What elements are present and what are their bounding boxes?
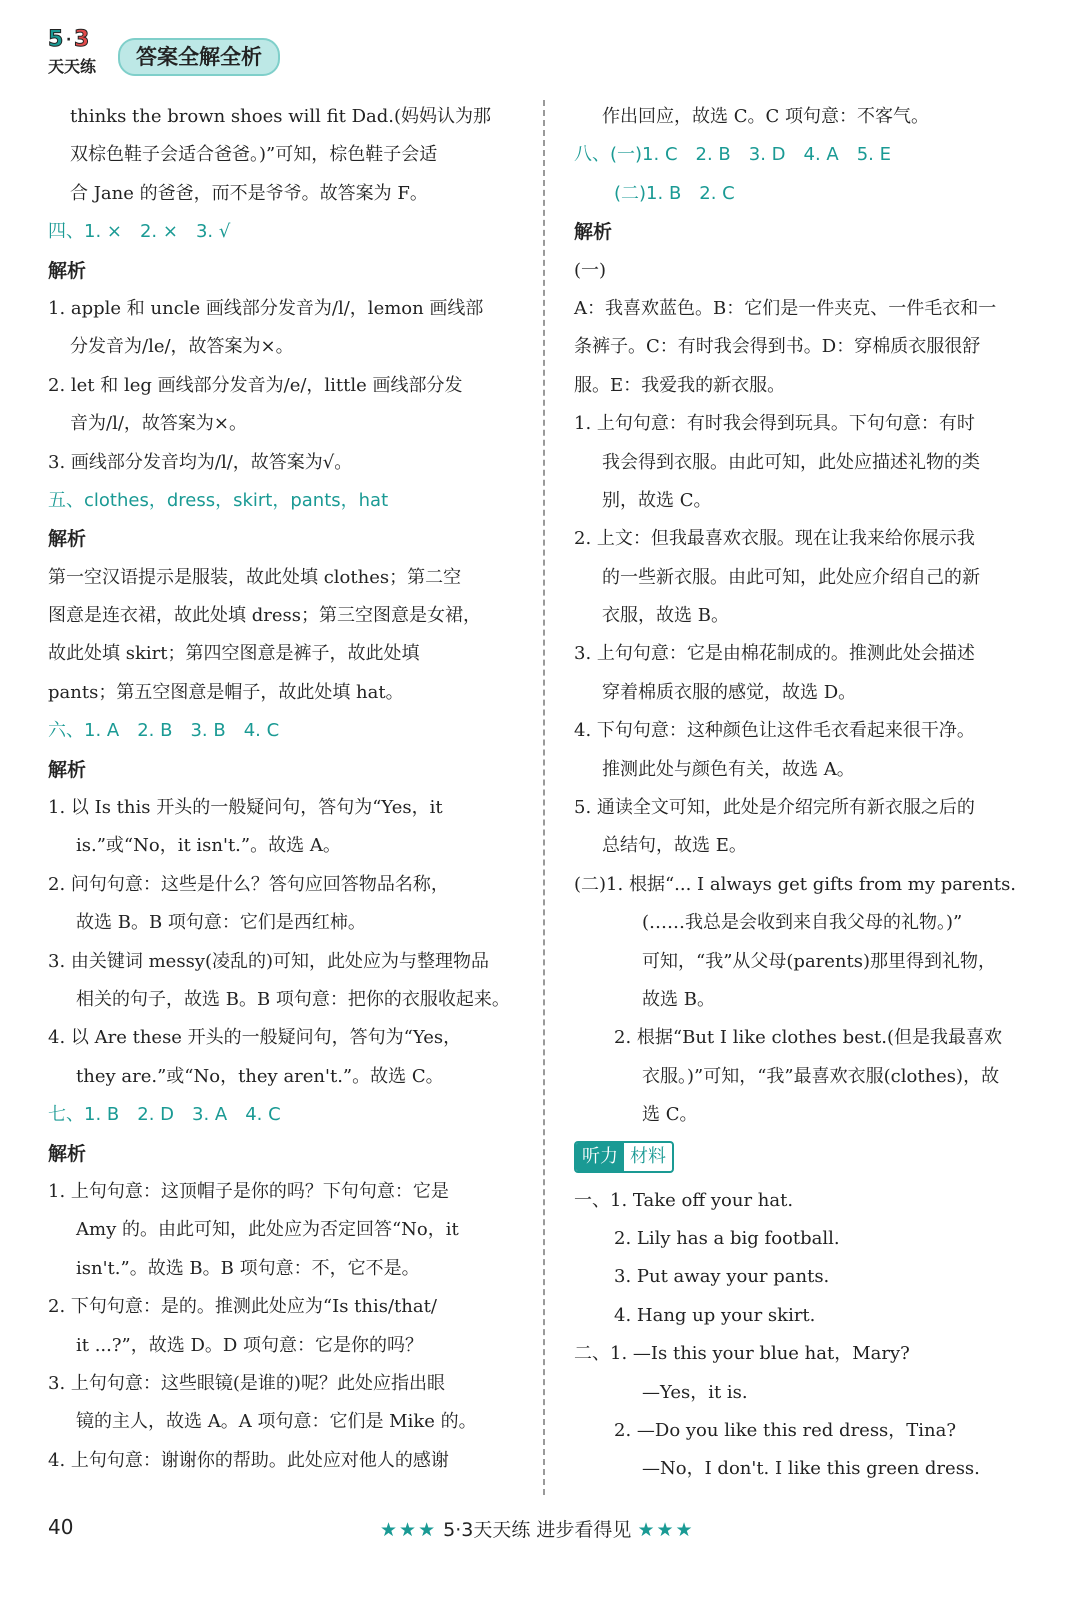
- text-line: 第一空汉语提示是服装，故此处填 clothes；第二空: [48, 566, 462, 588]
- text-line: A：我喜欢蓝色。B：它们是一件夹克、一件毛衣和一: [574, 297, 997, 319]
- text-line: 可知，“我”从父母(parents)那里得到礼物，: [642, 950, 997, 972]
- page-number: 40: [48, 1515, 74, 1539]
- star-decoration-icon: ★★★: [380, 1519, 438, 1541]
- answer-line: 八、(一)1. C 2. B 3. D 4. A 5. E: [574, 144, 891, 166]
- text-line: 相关的句子，故选 B。B 项句意：把你的衣服收起来。: [76, 988, 510, 1010]
- text-line: 服。E：我爱我的新衣服。: [574, 374, 786, 396]
- text-line: 我会得到衣服。由此可知，此处应描述礼物的类: [602, 451, 980, 473]
- text-line: 2. —Do you like this red dress，Tina?: [614, 1419, 957, 1441]
- svg-text:·: ·: [66, 32, 72, 48]
- text-line: 3. Put away your pants.: [614, 1266, 830, 1288]
- analysis-heading: 解析: [48, 758, 87, 781]
- analysis-heading: 解析: [48, 259, 87, 282]
- text-line: 分发音为/le/，故答案为×。: [70, 336, 294, 358]
- answer-line: 六、1. A 2. B 3. B 4. C: [48, 720, 280, 742]
- text-line: 1. 以 Is this 开头的一般疑问句，答句为“Yes，it: [48, 797, 443, 819]
- text-line: 总结句，故选 E。: [602, 835, 747, 857]
- text-line: 别，故选 C。: [602, 489, 712, 511]
- star-decoration-icon: ★★★: [637, 1519, 695, 1541]
- text-line: 3. 画线部分发音均为/l/，故答案为√。: [48, 451, 353, 473]
- text-line: 条裤子。C：有时我会得到书。D：穿棉质衣服很舒: [574, 336, 981, 358]
- text-line: is.”或“No，it isn't.”。故选 A。: [76, 835, 341, 857]
- text-line: 4. 以 Are these 开头的一般疑问句，答句为“Yes，: [48, 1027, 462, 1049]
- text-line: 3. 上句句意：这些眼镜(是谁的)呢？此处应指出眼: [48, 1372, 445, 1394]
- text-line: 4. Hang up your skirt.: [614, 1304, 816, 1326]
- svg-text:天天练: 天天练: [48, 57, 97, 76]
- text-line: 合 Jane 的爸爸，而不是爷爷。故答案为 F。: [70, 182, 428, 204]
- listening-label: 听力: [576, 1143, 624, 1171]
- right-column: [574, 98, 1048, 1489]
- text-line: 2. 下句句意：是的。推测此处应为“Is this/that/: [48, 1296, 437, 1318]
- answer-line: 五、clothes，dress，skirt，pants，hat: [48, 489, 389, 511]
- text-line: 衣服。)”可知，“我”最喜欢衣服(clothes)，故: [642, 1065, 1000, 1087]
- text-line: 推测此处与颜色有关，故选 A。: [602, 758, 855, 780]
- analysis-heading: 解析: [574, 221, 613, 244]
- text-line: (一): [574, 259, 607, 281]
- svg-text:3: 3: [74, 27, 90, 52]
- text-line: 2. Lily has a big football.: [614, 1227, 840, 1249]
- text-line: —No，I don't. I like this green dress.: [642, 1458, 980, 1480]
- text-line: 故选 B。B 项句意：它们是西红柿。: [76, 912, 366, 934]
- text-line: 故此处填 skirt；第四空图意是裤子，故此处填: [48, 643, 420, 665]
- material-label: 材料: [630, 1145, 666, 1167]
- text-line: 1. 上句句意：有时我会得到玩具。下句句意：有时: [574, 413, 975, 435]
- text-line: 3. 上句句意：它是由棉花制成的。推测此处会描述: [574, 643, 975, 665]
- text-line: 1. apple 和 uncle 画线部分发音为/l/，lemon 画线部: [48, 297, 484, 319]
- column-divider: [543, 100, 545, 1495]
- analysis-heading: 解析: [48, 528, 87, 551]
- text-line: Amy 的。由此可知，此处应为否定回答“No，it: [76, 1219, 459, 1241]
- text-line: 1. 上句句意：这顶帽子是你的吗？下句句意：它是: [48, 1180, 449, 1202]
- text-line: 选 C。: [642, 1104, 698, 1126]
- text-line: 2. let 和 leg 画线部分发音为/e/，little 画线部分发: [48, 374, 463, 396]
- text-line: 4. 下句句意：这种颜色让这件毛衣看起来很干净。: [574, 720, 975, 742]
- text-line: 图意是连衣裙，故此处填 dress；第三空图意是女裙，: [48, 605, 481, 627]
- text-line: —Yes，it is.: [642, 1381, 748, 1403]
- text-line: 3. 由关键词 messy(凌乱的)可知，此处应为与整理物品: [48, 950, 490, 972]
- answer-line: (二)1. B 2. C: [614, 182, 735, 204]
- text-line: 2. 问句句意：这些是什么？答句应回答物品名称，: [48, 873, 449, 895]
- text-line: 2. 上文：但我最喜欢衣服。现在让我来给你展示我: [574, 528, 975, 550]
- footer-slogan-area: [380, 1515, 695, 1542]
- text-line: pants；第五空图意是帽子，故此处填 hat。: [48, 681, 404, 703]
- svg-text:5: 5: [48, 27, 64, 52]
- text-line: 的一些新衣服。由此可知，此处应介绍自己的新: [602, 566, 980, 588]
- text-line: (……我总是会收到来自我父母的礼物。)”: [642, 912, 963, 934]
- text-line: isn't.”。故选 B。B 项句意：不，它不是。: [76, 1257, 420, 1279]
- text-line: 一、1. Take off your hat.: [574, 1189, 794, 1211]
- text-line: 双棕色鞋子会适合爸爸。)”可知，棕色鞋子会适: [70, 144, 438, 166]
- text-line: they are.”或“No，they aren't.”。故选 C。: [76, 1065, 444, 1087]
- text-line: 镜的主人，故选 A。A 项句意：它们是 Mike 的。: [76, 1411, 477, 1433]
- text-line: it ...?”，故选 D。D 项句意：它是你的吗？: [76, 1334, 424, 1356]
- header-title: 答案全解全析: [118, 38, 280, 76]
- text-line: (二)1. 根据“... I always get gifts from my parents.: [574, 873, 1017, 895]
- text-line: 故选 B。: [642, 988, 715, 1010]
- answer-line: 四、1. × 2. × 3. √: [48, 221, 231, 243]
- footer-slogan: 5·3天天练 进步看得见: [443, 1519, 632, 1541]
- answer-line: 七、1. B 2. D 3. A 4. C: [48, 1104, 281, 1126]
- text-line: 5. 通读全文可知，此处是介绍完所有新衣服之后的: [574, 797, 975, 819]
- text-line: 音为/l/，故答案为×。: [70, 413, 247, 435]
- text-line: 穿着棉质衣服的感觉，故选 D。: [602, 681, 857, 703]
- analysis-heading: 解析: [48, 1142, 87, 1165]
- left-column: [48, 98, 522, 1480]
- text-line: 4. 上句句意：谢谢你的帮助。此处应对他人的感谢: [48, 1449, 449, 1471]
- text-line: thinks the brown shoes will fit Dad.(妈妈认为那: [70, 106, 491, 127]
- brand-logo-icon: [44, 22, 106, 78]
- text-line: 二、1. —Is this your blue hat，Mary?: [574, 1343, 910, 1365]
- text-line: 2. 根据“But I like clothes best.(但是我最喜欢: [614, 1027, 1003, 1049]
- text-line: 衣服，故选 B。: [602, 605, 729, 627]
- listening-material-badge: [574, 1141, 674, 1173]
- text-line: 作出回应，故选 C。C 项句意：不客气。: [602, 106, 929, 127]
